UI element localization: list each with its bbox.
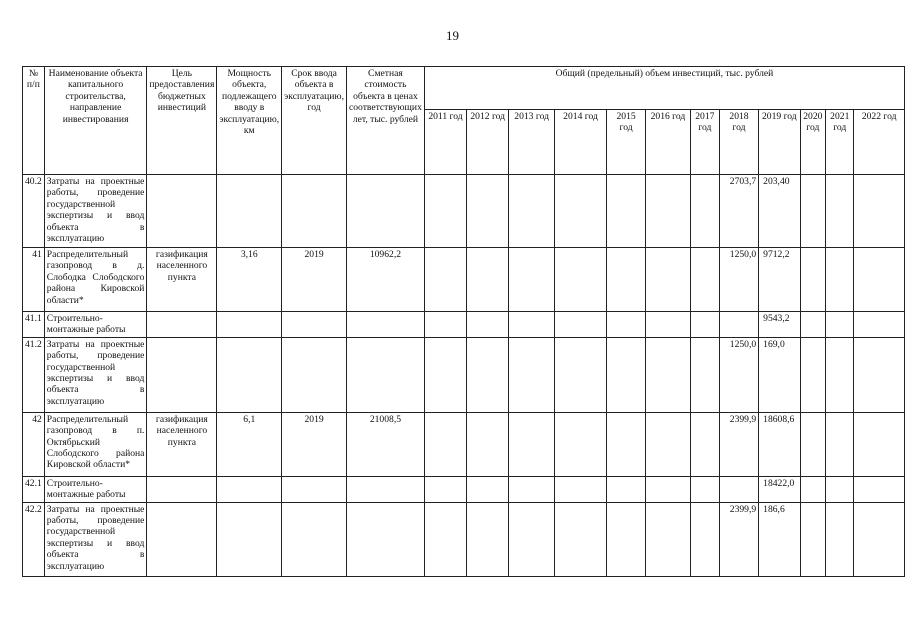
header-year: 2014 год [554,110,606,175]
row-name: Затраты на проектные работы, проведение государственной экспертизы и ввод объекта в эксплуатацию [44,337,147,412]
row-purpose [147,502,217,576]
header-year: 2018 год [719,110,758,175]
row-value-empty [467,312,509,338]
row-num: 40.2 [23,175,45,248]
row-capacity [217,476,282,502]
row-value-empty [509,312,555,338]
row-value-empty [424,476,466,502]
row-value-empty [826,248,854,312]
row-value-2018: 2703,7 [719,175,758,248]
row-value-empty [826,337,854,412]
row-value-empty [826,476,854,502]
header-year: 2021 год [826,110,854,175]
row-num: 42.1 [23,476,45,502]
row-term: 2019 [282,412,347,476]
row-capacity [217,312,282,338]
row-value-2018: 2399,9 [719,502,758,576]
row-num: 41.1 [23,312,45,338]
row-value-empty [646,175,691,248]
row-capacity [217,502,282,576]
row-value-empty [424,248,466,312]
row-value-empty [467,248,509,312]
row-term [282,175,347,248]
header-year: 2011 год [424,110,466,175]
row-value-empty [467,476,509,502]
row-value-empty [854,175,905,248]
row-name: Строительно-монтажные работы [44,312,147,338]
row-value-empty [554,412,606,476]
row-cost [346,502,424,576]
row-value-2018 [719,476,758,502]
row-value-empty [854,312,905,338]
table-row [23,337,905,412]
row-value-empty [800,337,826,412]
row-value-empty [646,337,691,412]
row-purpose [147,175,217,248]
row-value-empty [690,312,719,338]
row-value-empty [800,502,826,576]
row-value-2019: 9543,2 [759,312,800,338]
row-cost: 21008,5 [346,412,424,476]
row-value-empty [467,175,509,248]
row-value-empty [646,502,691,576]
row-value-empty [607,412,646,476]
row-value-empty [554,312,606,338]
row-value-empty [424,175,466,248]
row-value-empty [554,337,606,412]
row-value-empty [690,175,719,248]
row-value-empty [509,248,555,312]
row-value-empty [607,175,646,248]
row-purpose [147,337,217,412]
header-year: 2020 год [800,110,826,175]
table-row [23,476,905,502]
row-cost: 10962,2 [346,248,424,312]
row-term [282,476,347,502]
row-term [282,502,347,576]
header-year: 2022 год [854,110,905,175]
row-value-empty [467,412,509,476]
row-value-empty [690,337,719,412]
row-value-empty [854,248,905,312]
table-row [23,412,905,476]
row-value-2018: 1250,0 [719,248,758,312]
row-value-empty [800,476,826,502]
row-value-empty [424,412,466,476]
row-value-empty [646,248,691,312]
page-number: 19 [446,28,459,43]
row-cost [346,312,424,338]
row-num: 42 [23,412,45,476]
row-value-2018: 2399,9 [719,412,758,476]
header-year: 2016 год [646,110,691,175]
header-year: 2012 год [467,110,509,175]
row-capacity: 3,16 [217,248,282,312]
header-year: 2015 год [607,110,646,175]
header-purpose: Цель предоставления бюджетных инвестиций [147,67,217,175]
row-value-empty [509,476,555,502]
row-value-empty [607,337,646,412]
row-capacity: 6,1 [217,412,282,476]
header-cost: Сметная стоимость объекта в ценах соответствующих лет, тыс. рублей [346,67,424,175]
row-capacity [217,175,282,248]
row-value-empty [554,175,606,248]
row-value-empty [509,412,555,476]
row-value-empty [646,412,691,476]
row-value-empty [646,312,691,338]
row-value-empty [509,337,555,412]
row-value-empty [607,312,646,338]
row-value-empty [607,248,646,312]
row-cost [346,175,424,248]
row-value-empty [690,412,719,476]
header-total-investment: Общий (предельный) объем инвестиций, тыс. рублей [424,67,904,110]
row-value-2019: 186,6 [759,502,800,576]
row-term: 2019 [282,248,347,312]
row-value-2019: 169,0 [759,337,800,412]
row-num: 42.2 [23,502,45,576]
row-value-empty [509,175,555,248]
row-value-empty [690,476,719,502]
table-row [23,248,905,312]
row-purpose: газификация населенного пункта [147,412,217,476]
row-value-empty [800,248,826,312]
row-value-empty [554,502,606,576]
row-name: Распределительный газопровод в д. Слободка Слободского района Кировской области* [44,248,147,312]
table-row [23,175,905,248]
header-num: № п/п [23,67,45,175]
header-term: Срок ввода объекта в эксплуатацию, год [282,67,347,175]
row-value-empty [854,476,905,502]
row-value-empty [690,248,719,312]
row-value-empty [554,476,606,502]
row-value-empty [826,412,854,476]
header-name: Наименование объекта капитального строительства, направление инвестирования [44,67,147,175]
row-value-2019: 18422,0 [759,476,800,502]
row-value-empty [646,476,691,502]
row-value-empty [607,476,646,502]
row-value-empty [854,412,905,476]
row-value-empty [509,502,555,576]
row-cost [346,337,424,412]
row-name: Строительно-монтажные работы [44,476,147,502]
header-year: 2019 год [759,110,800,175]
table-row [23,502,905,576]
row-value-2019: 203,40 [759,175,800,248]
row-purpose [147,476,217,502]
row-name: Затраты на проектные работы, проведение государственной экспертизы и ввод объекта в эксплуатацию [44,502,147,576]
row-value-2019: 18608,6 [759,412,800,476]
row-value-empty [854,502,905,576]
row-num: 41.2 [23,337,45,412]
row-name: Затраты на проектные работы, проведение государственной экспертизы и ввод объекта в эксплуатацию [44,175,147,248]
row-value-empty [424,312,466,338]
table-row [23,312,905,338]
row-value-2018 [719,312,758,338]
row-value-empty [854,337,905,412]
row-value-2019: 9712,2 [759,248,800,312]
row-value-empty [800,312,826,338]
header-capacity: Мощность объекта, подлежащего вводу в эксплуатацию, км [217,67,282,175]
row-value-empty [826,502,854,576]
row-term [282,337,347,412]
row-purpose: газификация населенного пункта [147,248,217,312]
row-term [282,312,347,338]
row-value-2018: 1250,0 [719,337,758,412]
row-num: 41 [23,248,45,312]
row-value-empty [424,502,466,576]
row-purpose [147,312,217,338]
row-cost [346,476,424,502]
row-value-empty [554,248,606,312]
row-value-empty [467,502,509,576]
row-capacity [217,337,282,412]
row-value-empty [467,337,509,412]
row-value-empty [424,337,466,412]
row-name: Распределительный газопровод в п. Октябрьский Слободского района Кировской области* [44,412,147,476]
row-value-empty [826,312,854,338]
row-value-empty [800,412,826,476]
header-year: 2013 год [509,110,555,175]
row-value-empty [826,175,854,248]
row-value-empty [607,502,646,576]
investment-table [22,66,905,577]
row-value-empty [690,502,719,576]
header-year: 2017 год [690,110,719,175]
row-value-empty [800,175,826,248]
